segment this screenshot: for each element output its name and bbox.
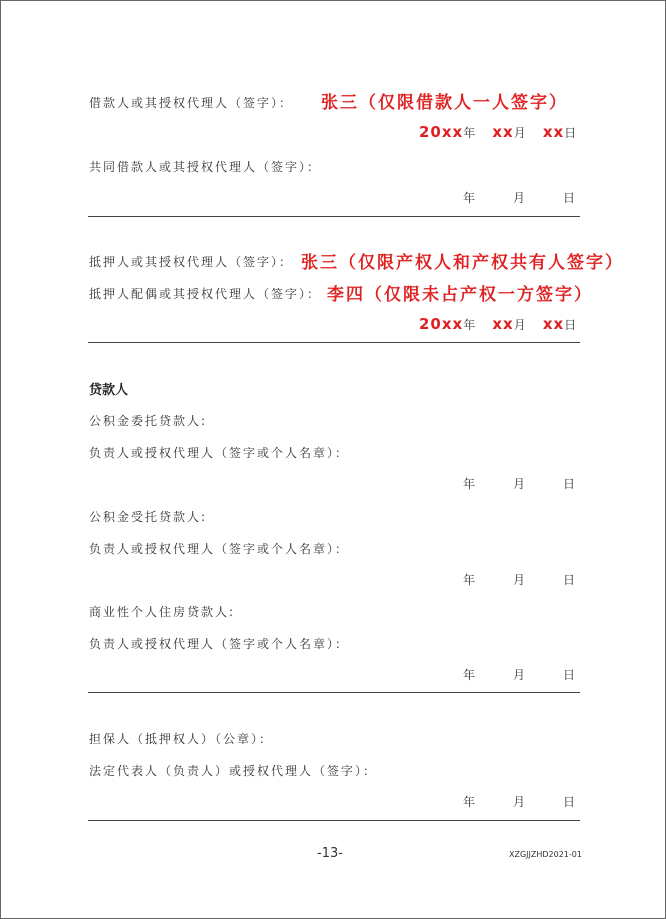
date-day: 日 [563, 795, 576, 809]
date-year: 年 [463, 477, 476, 491]
guarantor-label: 担保人（抵押权人）（公章）： [89, 732, 274, 746]
date-day: 日 [563, 573, 576, 587]
date-year: 年 [463, 668, 476, 682]
mortgagor-spouse-signature: 李四（仅限未占产权一方签字） [327, 285, 593, 305]
lender-heading: 贷款人 [89, 383, 129, 398]
divider [88, 342, 580, 343]
entrusted-lender-label: 公积金委托贷款人: [89, 414, 208, 428]
page-number: -13- [317, 846, 343, 861]
borrower-signature: 张三（仅限借款人一人签字） [321, 93, 568, 113]
date-year: 年 [463, 795, 476, 809]
mortgagor-date [419, 314, 576, 333]
borrower-label: 借款人或其授权代理人（签字）： [89, 96, 294, 110]
commercial-sign-label: 负责人或授权代理人（签字或个人名章）： [89, 637, 350, 651]
mortgagor-date-day: 日 [564, 318, 577, 332]
date-month: 月 [513, 573, 526, 587]
borrower-date [419, 122, 576, 141]
date-month: 月 [513, 191, 526, 205]
mortgagor-label: 抵押人或其授权代理人（签字）： [89, 255, 294, 269]
mortgagor-date-day-value: xx [542, 315, 565, 333]
mortgagor-date-month: 月 [513, 318, 526, 332]
date-day: 日 [563, 668, 576, 682]
co-borrower-label: 共同借款人或其授权代理人（签字）： [89, 160, 322, 174]
mortgagor-signature: 张三（仅限产权人和产权共有人签字） [301, 253, 624, 273]
divider [88, 216, 580, 217]
guarantor-rep-label: 法定代表人（负责人）或授权代理人（签字）： [89, 764, 378, 778]
document-code: XZGJJZHD2021-01 [509, 850, 582, 859]
trustee-lender-label: 公积金受托贷款人: [89, 510, 208, 524]
date-month: 月 [513, 477, 526, 491]
date-year: 年 [463, 191, 476, 205]
mortgagor-spouse-label: 抵押人配偶或其授权代理人（签字）： [89, 287, 322, 301]
borrower-date-month-value: xx [492, 123, 514, 141]
borrower-date-year-value: 20xx [419, 123, 464, 141]
divider [88, 820, 580, 821]
trustee-sign-label: 负责人或授权代理人（签字或个人名章）： [89, 542, 350, 556]
date-day: 日 [563, 477, 576, 491]
mortgagor-date-year: 年 [463, 318, 476, 332]
borrower-date-month: 月 [513, 126, 526, 140]
mortgagor-date-year-value: 20xx [419, 315, 464, 333]
mortgagor-date-month-value: xx [492, 315, 514, 333]
commercial-lender-label: 商业性个人住房贷款人: [89, 605, 236, 619]
entrusted-sign-label: 负责人或授权代理人（签字或个人名章）： [89, 446, 350, 460]
date-month: 月 [513, 668, 526, 682]
borrower-date-day-value: xx [542, 123, 565, 141]
date-month: 月 [513, 795, 526, 809]
borrower-date-year: 年 [463, 126, 476, 140]
date-year: 年 [463, 573, 476, 587]
borrower-date-day: 日 [564, 126, 577, 140]
date-day: 日 [563, 191, 576, 205]
divider [88, 692, 580, 693]
